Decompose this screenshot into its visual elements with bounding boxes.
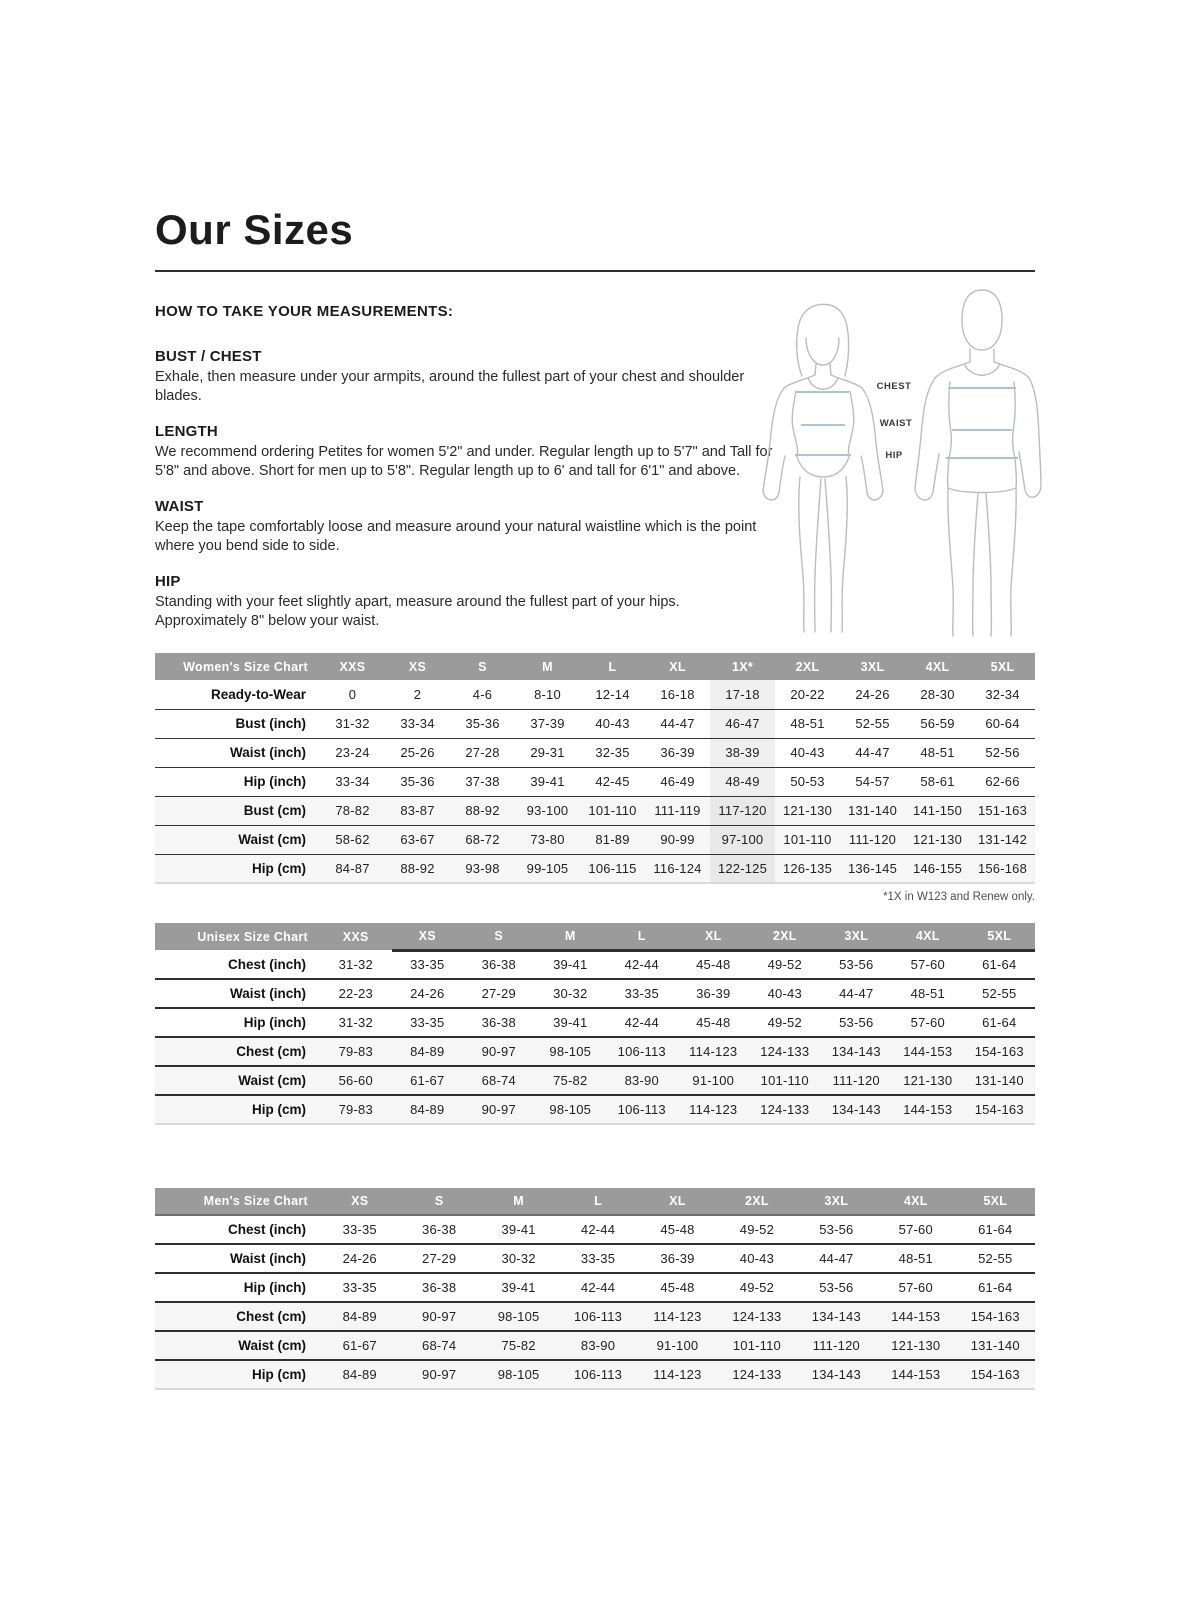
size-value-cell: 57-60	[876, 1273, 955, 1302]
size-value-cell: 56-60	[320, 1066, 392, 1095]
size-value-cell: 37-38	[450, 767, 515, 796]
size-value-cell: 53-56	[797, 1215, 876, 1244]
section-heading: BUST / CHEST	[155, 348, 262, 365]
size-value-cell: 2	[385, 680, 450, 709]
size-column-header: M	[515, 653, 580, 680]
size-value-cell: 48-51	[905, 738, 970, 767]
size-value-cell: 63-67	[385, 825, 450, 854]
hip-label: HIP	[885, 450, 903, 461]
size-column-header: 1X*	[710, 653, 775, 680]
size-column-header: S	[463, 923, 535, 950]
section-bust-chest	[155, 348, 773, 406]
section-heading: WAIST	[155, 498, 204, 515]
womens-size-table	[155, 653, 1035, 884]
size-value-cell: 35-36	[385, 767, 450, 796]
size-value-cell: 84-87	[320, 854, 385, 883]
size-column-header: 5XL	[956, 1188, 1036, 1215]
size-column-header: XXS	[320, 923, 392, 950]
size-value-cell: 52-56	[970, 738, 1035, 767]
size-value-cell: 40-43	[580, 709, 645, 738]
size-value-cell: 39-41	[535, 950, 607, 979]
size-value-cell: 136-145	[840, 854, 905, 883]
size-value-cell: 91-100	[638, 1331, 717, 1360]
size-value-cell: 131-142	[970, 825, 1035, 854]
size-value-cell: 79-83	[320, 1037, 392, 1066]
row-label: Hip (inch)	[155, 767, 320, 796]
size-value-cell: 121-130	[876, 1331, 955, 1360]
size-value-cell: 45-48	[678, 950, 750, 979]
size-value-cell: 106-113	[558, 1360, 637, 1389]
size-value-cell: 68-72	[450, 825, 515, 854]
size-value-cell: 46-47	[710, 709, 775, 738]
size-value-cell: 62-66	[970, 767, 1035, 796]
size-column-header: XS	[385, 653, 450, 680]
size-value-cell: 131-140	[956, 1331, 1036, 1360]
row-label: Bust (inch)	[155, 709, 320, 738]
row-label: Chest (cm)	[155, 1037, 320, 1066]
size-value-cell: 53-56	[821, 1008, 893, 1037]
size-column-header: L	[580, 653, 645, 680]
size-value-cell: 114-123	[638, 1360, 717, 1389]
size-value-cell: 68-74	[463, 1066, 535, 1095]
row-label: Waist (cm)	[155, 1331, 320, 1360]
size-value-cell: 124-133	[717, 1302, 796, 1331]
size-value-cell: 44-47	[840, 738, 905, 767]
size-table	[155, 653, 1035, 884]
size-value-cell: 33-35	[320, 1273, 399, 1302]
section-heading: HIP	[155, 573, 181, 590]
size-value-cell: 114-123	[678, 1095, 750, 1124]
size-value-cell: 79-83	[320, 1095, 392, 1124]
size-value-cell: 144-153	[892, 1095, 964, 1124]
size-value-cell: 146-155	[905, 854, 970, 883]
section-hip	[155, 573, 773, 631]
size-value-cell: 36-38	[463, 950, 535, 979]
size-value-cell: 83-90	[558, 1331, 637, 1360]
size-value-cell: 44-47	[821, 979, 893, 1008]
row-label: Waist (cm)	[155, 825, 320, 854]
size-value-cell: 35-36	[450, 709, 515, 738]
size-value-cell: 45-48	[638, 1273, 717, 1302]
size-value-cell: 61-64	[964, 1008, 1036, 1037]
size-value-cell: 121-130	[905, 825, 970, 854]
size-value-cell: 111-119	[645, 796, 710, 825]
female-measure-lines	[795, 392, 851, 455]
size-value-cell: 124-133	[749, 1095, 821, 1124]
size-value-cell: 50-53	[775, 767, 840, 796]
table-row	[155, 1215, 1035, 1244]
size-value-cell: 75-82	[535, 1066, 607, 1095]
size-column-header: 5XL	[964, 923, 1036, 950]
size-value-cell: 84-89	[392, 1095, 464, 1124]
size-value-cell: 101-110	[580, 796, 645, 825]
size-value-cell: 29-31	[515, 738, 580, 767]
row-label: Ready-to-Wear	[155, 680, 320, 709]
size-value-cell: 40-43	[717, 1244, 796, 1273]
size-column-header: XXS	[320, 653, 385, 680]
size-value-cell: 52-55	[964, 979, 1036, 1008]
size-value-cell: 37-39	[515, 709, 580, 738]
table-row	[155, 1302, 1035, 1331]
table-row	[155, 680, 1035, 709]
size-value-cell: 56-59	[905, 709, 970, 738]
size-value-cell: 45-48	[638, 1215, 717, 1244]
table-row	[155, 1244, 1035, 1273]
size-value-cell: 122-125	[710, 854, 775, 883]
size-column-header: 4XL	[892, 923, 964, 950]
size-value-cell: 52-55	[840, 709, 905, 738]
section-heading: LENGTH	[155, 423, 218, 440]
size-value-cell: 117-120	[710, 796, 775, 825]
table-row	[155, 950, 1035, 979]
size-value-cell: 27-29	[463, 979, 535, 1008]
size-value-cell: 154-163	[964, 1037, 1036, 1066]
size-value-cell: 33-35	[392, 1008, 464, 1037]
mens-size-table	[155, 1188, 1035, 1390]
size-value-cell: 22-23	[320, 979, 392, 1008]
size-value-cell: 31-32	[320, 709, 385, 738]
size-value-cell: 83-90	[606, 1066, 678, 1095]
size-value-cell: 101-110	[749, 1066, 821, 1095]
size-column-header: M	[535, 923, 607, 950]
size-column-header: S	[399, 1188, 478, 1215]
row-label: Hip (cm)	[155, 1095, 320, 1124]
size-value-cell: 42-44	[558, 1215, 637, 1244]
size-column-header: 5XL	[970, 653, 1035, 680]
size-column-header: 3XL	[821, 923, 893, 950]
size-value-cell: 73-80	[515, 825, 580, 854]
row-label: Bust (cm)	[155, 796, 320, 825]
size-value-cell: 88-92	[450, 796, 515, 825]
size-value-cell: 36-39	[645, 738, 710, 767]
size-value-cell: 28-30	[905, 680, 970, 709]
size-value-cell: 61-64	[956, 1215, 1036, 1244]
size-value-cell: 68-74	[399, 1331, 478, 1360]
section-body: Exhale, then measure under your armpits, around the fullest part of your chest and shoulder blades.	[155, 369, 745, 404]
size-value-cell: 61-67	[320, 1331, 399, 1360]
size-value-cell: 121-130	[775, 796, 840, 825]
size-value-cell: 61-64	[956, 1273, 1036, 1302]
size-column-header: S	[450, 653, 515, 680]
size-value-cell: 90-97	[463, 1037, 535, 1066]
size-value-cell: 33-34	[320, 767, 385, 796]
size-value-cell: 24-26	[392, 979, 464, 1008]
size-value-cell: 36-39	[638, 1244, 717, 1273]
size-value-cell: 106-113	[606, 1037, 678, 1066]
size-value-cell: 24-26	[840, 680, 905, 709]
size-value-cell: 134-143	[821, 1095, 893, 1124]
size-value-cell: 154-163	[964, 1095, 1036, 1124]
chest-label: CHEST	[876, 381, 912, 392]
size-value-cell: 121-130	[892, 1066, 964, 1095]
table-header-row	[155, 923, 1035, 950]
size-value-cell: 48-49	[710, 767, 775, 796]
row-label: Chest (inch)	[155, 1215, 320, 1244]
size-value-cell: 156-168	[970, 854, 1035, 883]
table-row	[155, 796, 1035, 825]
size-value-cell: 93-100	[515, 796, 580, 825]
size-value-cell: 39-41	[515, 767, 580, 796]
size-value-cell: 40-43	[749, 979, 821, 1008]
size-value-cell: 54-57	[840, 767, 905, 796]
size-value-cell: 97-100	[710, 825, 775, 854]
size-value-cell: 48-51	[892, 979, 964, 1008]
waist-label: WAIST	[879, 418, 913, 429]
size-value-cell: 57-60	[876, 1215, 955, 1244]
size-value-cell: 90-97	[399, 1360, 478, 1389]
table-header-row	[155, 1188, 1035, 1215]
table-header-row	[155, 653, 1035, 680]
size-value-cell: 101-110	[775, 825, 840, 854]
size-value-cell: 39-41	[479, 1215, 558, 1244]
row-label: Waist (inch)	[155, 1244, 320, 1273]
size-table	[155, 1188, 1035, 1390]
size-column-header: 2XL	[749, 923, 821, 950]
size-value-cell: 84-89	[392, 1037, 464, 1066]
table-row	[155, 1066, 1035, 1095]
size-value-cell: 58-62	[320, 825, 385, 854]
table-title: Men's Size Chart	[155, 1188, 320, 1215]
how-to-heading: HOW TO TAKE YOUR MEASUREMENTS:	[155, 303, 454, 320]
size-value-cell: 39-41	[479, 1273, 558, 1302]
size-column-header: 2XL	[775, 653, 840, 680]
male-measure-lines	[946, 388, 1018, 458]
size-value-cell: 40-43	[775, 738, 840, 767]
size-value-cell: 36-38	[399, 1273, 478, 1302]
table-row	[155, 1037, 1035, 1066]
size-column-header: XS	[320, 1188, 399, 1215]
unisex-size-table	[155, 923, 1035, 1125]
size-value-cell: 42-44	[606, 950, 678, 979]
size-column-header: XL	[645, 653, 710, 680]
size-value-cell: 53-56	[797, 1273, 876, 1302]
size-value-cell: 25-26	[385, 738, 450, 767]
female-figure	[763, 304, 883, 632]
row-label: Hip (inch)	[155, 1273, 320, 1302]
size-table	[155, 923, 1035, 1125]
size-value-cell: 36-38	[463, 1008, 535, 1037]
size-column-header: 3XL	[840, 653, 905, 680]
size-column-header: 4XL	[905, 653, 970, 680]
size-value-cell: 90-97	[399, 1302, 478, 1331]
size-value-cell: 151-163	[970, 796, 1035, 825]
size-value-cell: 31-32	[320, 950, 392, 979]
size-value-cell: 98-105	[479, 1302, 558, 1331]
size-value-cell: 106-113	[606, 1095, 678, 1124]
section-body: Standing with your feet slightly apart, measure around the fullest part of your hips. Approximately 8" below your waist.	[155, 594, 680, 629]
size-value-cell: 36-38	[399, 1215, 478, 1244]
size-value-cell: 33-35	[558, 1244, 637, 1273]
table-row	[155, 1273, 1035, 1302]
size-value-cell: 93-98	[450, 854, 515, 883]
table-row	[155, 738, 1035, 767]
size-value-cell: 131-140	[964, 1066, 1036, 1095]
size-value-cell: 52-55	[956, 1244, 1036, 1273]
row-label: Waist (inch)	[155, 738, 320, 767]
size-value-cell: 32-34	[970, 680, 1035, 709]
section-body: Keep the tape comfortably loose and measure around your natural waistline which is the point where you bend side to side.	[155, 519, 757, 554]
size-value-cell: 106-115	[580, 854, 645, 883]
row-label: Hip (cm)	[155, 854, 320, 883]
size-value-cell: 141-150	[905, 796, 970, 825]
size-value-cell: 32-35	[580, 738, 645, 767]
size-value-cell: 44-47	[645, 709, 710, 738]
size-value-cell: 17-18	[710, 680, 775, 709]
size-value-cell: 114-123	[678, 1037, 750, 1066]
size-value-cell: 106-113	[558, 1302, 637, 1331]
male-figure	[915, 290, 1041, 636]
table-row	[155, 1008, 1035, 1037]
size-value-cell: 27-28	[450, 738, 515, 767]
size-value-cell: 42-44	[558, 1273, 637, 1302]
size-value-cell: 81-89	[580, 825, 645, 854]
row-label: Hip (inch)	[155, 1008, 320, 1037]
size-value-cell: 30-32	[479, 1244, 558, 1273]
size-column-header: 4XL	[876, 1188, 955, 1215]
size-value-cell: 49-52	[749, 950, 821, 979]
measurement-figure-illustration	[742, 280, 1042, 640]
size-value-cell: 57-60	[892, 1008, 964, 1037]
table-row	[155, 825, 1035, 854]
table-title: Unisex Size Chart	[155, 923, 320, 950]
size-value-cell: 31-32	[320, 1008, 392, 1037]
measurement-instructions	[155, 303, 773, 648]
size-value-cell: 20-22	[775, 680, 840, 709]
section-waist	[155, 498, 773, 556]
size-value-cell: 90-99	[645, 825, 710, 854]
size-value-cell: 48-51	[876, 1244, 955, 1273]
size-value-cell: 4-6	[450, 680, 515, 709]
size-value-cell: 111-120	[840, 825, 905, 854]
size-value-cell: 131-140	[840, 796, 905, 825]
size-column-header: 3XL	[797, 1188, 876, 1215]
size-value-cell: 144-153	[892, 1037, 964, 1066]
size-value-cell: 84-89	[320, 1360, 399, 1389]
section-length	[155, 423, 773, 481]
size-value-cell: 57-60	[892, 950, 964, 979]
size-value-cell: 42-45	[580, 767, 645, 796]
size-value-cell: 33-34	[385, 709, 450, 738]
size-value-cell: 98-105	[479, 1360, 558, 1389]
size-value-cell: 46-49	[645, 767, 710, 796]
size-value-cell: 84-89	[320, 1302, 399, 1331]
size-value-cell: 48-51	[775, 709, 840, 738]
size-value-cell: 154-163	[956, 1302, 1036, 1331]
row-label: Chest (cm)	[155, 1302, 320, 1331]
size-value-cell: 98-105	[535, 1095, 607, 1124]
size-value-cell: 134-143	[797, 1302, 876, 1331]
size-value-cell: 44-47	[797, 1244, 876, 1273]
row-label: Waist (inch)	[155, 979, 320, 1008]
size-value-cell: 53-56	[821, 950, 893, 979]
size-value-cell: 111-120	[797, 1331, 876, 1360]
row-label: Waist (cm)	[155, 1066, 320, 1095]
size-value-cell: 61-64	[964, 950, 1036, 979]
table-row	[155, 1331, 1035, 1360]
size-value-cell: 42-44	[606, 1008, 678, 1037]
size-value-cell: 27-29	[399, 1244, 478, 1273]
size-value-cell: 49-52	[717, 1215, 796, 1244]
size-value-cell: 33-35	[320, 1215, 399, 1244]
size-value-cell: 88-92	[385, 854, 450, 883]
size-column-header: XL	[638, 1188, 717, 1215]
size-value-cell: 78-82	[320, 796, 385, 825]
size-value-cell: 33-35	[606, 979, 678, 1008]
size-column-header: L	[558, 1188, 637, 1215]
table-footnote: *1X in W123 and Renew only.	[883, 891, 1035, 903]
size-value-cell: 49-52	[749, 1008, 821, 1037]
size-column-header: L	[606, 923, 678, 950]
size-value-cell: 114-123	[638, 1302, 717, 1331]
size-value-cell: 101-110	[717, 1331, 796, 1360]
size-value-cell: 154-163	[956, 1360, 1036, 1389]
size-column-header: XL	[678, 923, 750, 950]
size-value-cell: 45-48	[678, 1008, 750, 1037]
row-label: Chest (inch)	[155, 950, 320, 979]
size-value-cell: 8-10	[515, 680, 580, 709]
size-value-cell: 144-153	[876, 1360, 955, 1389]
size-value-cell: 124-133	[749, 1037, 821, 1066]
table-title: Women's Size Chart	[155, 653, 320, 680]
size-value-cell: 39-41	[535, 1008, 607, 1037]
title-divider	[155, 270, 1035, 272]
size-value-cell: 134-143	[797, 1360, 876, 1389]
size-value-cell: 12-14	[580, 680, 645, 709]
size-value-cell: 60-64	[970, 709, 1035, 738]
size-value-cell: 0	[320, 680, 385, 709]
size-value-cell: 144-153	[876, 1302, 955, 1331]
page-title: Our Sizes	[155, 206, 354, 253]
size-value-cell: 75-82	[479, 1331, 558, 1360]
size-value-cell: 124-133	[717, 1360, 796, 1389]
size-value-cell: 58-61	[905, 767, 970, 796]
size-value-cell: 90-97	[463, 1095, 535, 1124]
table-row	[155, 1360, 1035, 1389]
size-value-cell: 33-35	[392, 950, 464, 979]
size-value-cell: 126-135	[775, 854, 840, 883]
size-column-header: XS	[392, 923, 464, 950]
table-row	[155, 767, 1035, 796]
size-value-cell: 99-105	[515, 854, 580, 883]
section-body: We recommend ordering Petites for women 5'2" and under. Regular length up to 5'7" and Tall for 5'8" and above. Short for men up to 5'8". Regular length up to 6' and tall for 6'1" and above.	[155, 444, 773, 479]
table-row	[155, 854, 1035, 883]
table-row	[155, 709, 1035, 738]
size-value-cell: 16-18	[645, 680, 710, 709]
size-value-cell: 134-143	[821, 1037, 893, 1066]
size-column-header: 2XL	[717, 1188, 796, 1215]
size-value-cell: 98-105	[535, 1037, 607, 1066]
size-value-cell: 30-32	[535, 979, 607, 1008]
size-value-cell: 24-26	[320, 1244, 399, 1273]
size-value-cell: 36-39	[678, 979, 750, 1008]
size-value-cell: 23-24	[320, 738, 385, 767]
size-value-cell: 116-124	[645, 854, 710, 883]
size-value-cell: 83-87	[385, 796, 450, 825]
size-value-cell: 49-52	[717, 1273, 796, 1302]
size-value-cell: 111-120	[821, 1066, 893, 1095]
row-label: Hip (cm)	[155, 1360, 320, 1389]
table-row	[155, 1095, 1035, 1124]
size-column-header: M	[479, 1188, 558, 1215]
size-value-cell: 61-67	[392, 1066, 464, 1095]
size-value-cell: 91-100	[678, 1066, 750, 1095]
size-value-cell: 38-39	[710, 738, 775, 767]
table-row	[155, 979, 1035, 1008]
